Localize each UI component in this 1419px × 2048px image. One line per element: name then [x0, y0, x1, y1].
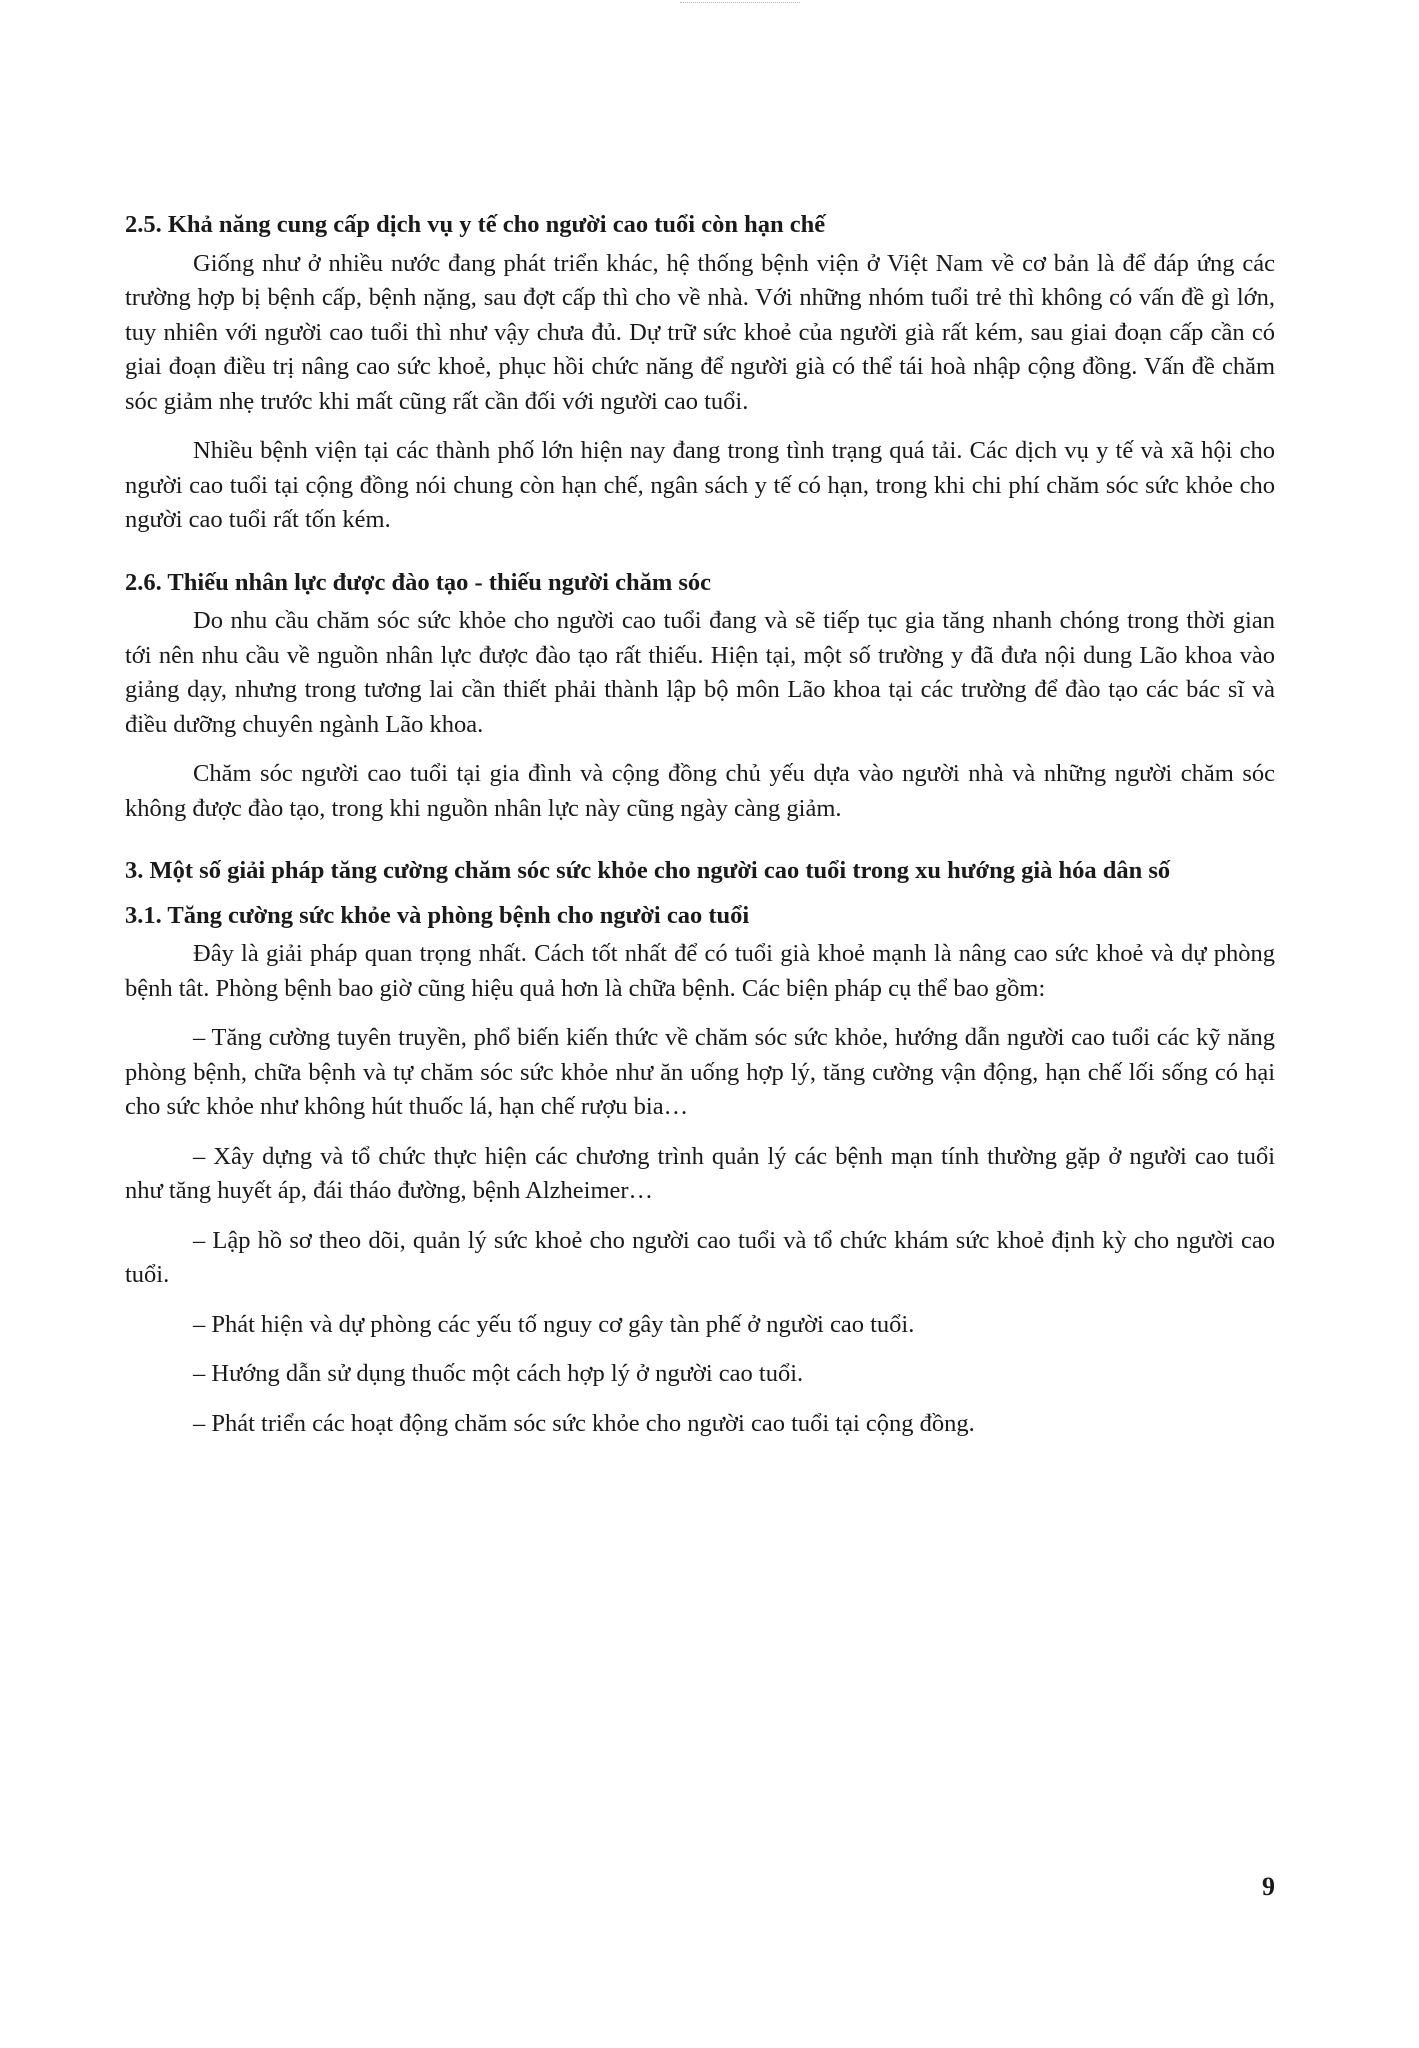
bullet-item: – Tăng cường tuyên truyền, phổ biến kiến thức về chăm sóc sức khỏe, hướng dẫn người cao tuổi các kỹ năng phòng bệnh, chữa bệnh và tự chăm sóc sức khỏe như ăn uống hợp lý, tăng cường vận động, hạn chế lối sống có hại cho sức khỏe như không hút thuốc lá, hạn chế rượu bia…: [125, 1024, 1275, 1120]
page-number: 9: [1262, 1872, 1275, 1901]
scan-artifact: [680, 2, 800, 7]
paragraph: Giống như ở nhiều nước đang phát triển khác, hệ thống bệnh viện ở Việt Nam về cơ bản là để đáp ứng các trường hợp bị bệnh cấp, bệnh nặng, sau đợt cấp thì cho về nhà. Với những nhóm tuổi trẻ thì không có vấn đề gì lớn, tuy nhiên với người cao tuổi thì như vậy chưa đủ. Dự trữ sức khoẻ của người già rất kém, sau giai đoạn cấp cần có giai đoạn điều trị nâng cao sức khoẻ, phục hồi chức năng để người già có thể tái hoà nhập cộng đồng. Vấn đề chăm sóc giảm nhẹ trước khi mất cũng rất cần đối với người cao tuổi.: [125, 249, 1275, 415]
section-heading-2-6: 2.6. Thiếu nhân lực được đào tạo - thiếu người chăm sóc: [125, 568, 712, 596]
bullet-item: – Xây dựng và tổ chức thực hiện các chương trình quản lý các bệnh mạn tính thường gặp ở người cao tuổi như tăng huyết áp, đái tháo đường, bệnh Alzheimer…: [125, 1142, 1275, 1204]
section-heading-3-1: 3.1. Tăng cường sức khỏe và phòng bệnh cho người cao tuổi: [125, 901, 750, 929]
bullet-item: – Lập hồ sơ theo dõi, quản lý sức khoẻ cho người cao tuổi và tổ chức khám sức khoẻ định kỳ cho người cao tuổi.: [125, 1226, 1275, 1288]
section-heading-3: 3. Một số giải pháp tăng cường chăm sóc sức khỏe cho người cao tuổi trong xu hướng già hóa dân số: [125, 857, 1171, 884]
paragraph: Nhiều bệnh viện tại các thành phố lớn hiện nay đang trong tình trạng quá tải. Các dịch vụ y tế và xã hội cho người cao tuổi tại cộng đồng nói chung còn hạn chế, ngân sách y tế có hạn, trong khi chi phí chăm sóc sức khỏe cho người cao tuổi rất tốn kém.: [125, 437, 1275, 533]
paragraph: Chăm sóc người cao tuổi tại gia đình và cộng đồng chủ yếu dựa vào người nhà và những người chăm sóc không được đào tạo, trong khi nguồn nhân lực này cũng ngày càng giảm.: [125, 760, 1275, 822]
section-heading-2-5: 2.5. Khả năng cung cấp dịch vụ y tế cho người cao tuổi còn hạn chế: [125, 211, 826, 238]
document-page: [125, 208, 1275, 1456]
paragraph: Do nhu cầu chăm sóc sức khỏe cho người cao tuổi đang và sẽ tiếp tục gia tăng nhanh chóng trong thời gian tới nên nhu cầu về nguồn nhân lực được đào tạo rất thiếu. Hiện tại, một số trường y đã đưa nội dung Lão khoa vào giảng dạy, nhưng trong tương lai cần thiết phải thành lập bộ môn Lão khoa tại các trường để đào tạo các bác sĩ và điều dưỡng chuyên ngành Lão khoa.: [125, 607, 1275, 738]
bullet-item: – Phát hiện và dự phòng các yếu tố nguy cơ gây tàn phế ở người cao tuổi.: [193, 1310, 915, 1338]
bullet-item: – Phát triển các hoạt động chăm sóc sức khỏe cho người cao tuổi tại cộng đồng.: [193, 1409, 975, 1437]
bullet-item: – Hướng dẫn sử dụng thuốc một cách hợp lý ở người cao tuổi.: [193, 1360, 804, 1387]
paragraph: Đây là giải pháp quan trọng nhất. Cách tốt nhất để có tuổi già khoẻ mạnh là nâng cao sức khoẻ và dự phòng bệnh tât. Phòng bệnh bao giờ cũng hiệu quả hơn là chữa bệnh. Các biện pháp cụ thể bao gồm:: [125, 940, 1275, 1002]
